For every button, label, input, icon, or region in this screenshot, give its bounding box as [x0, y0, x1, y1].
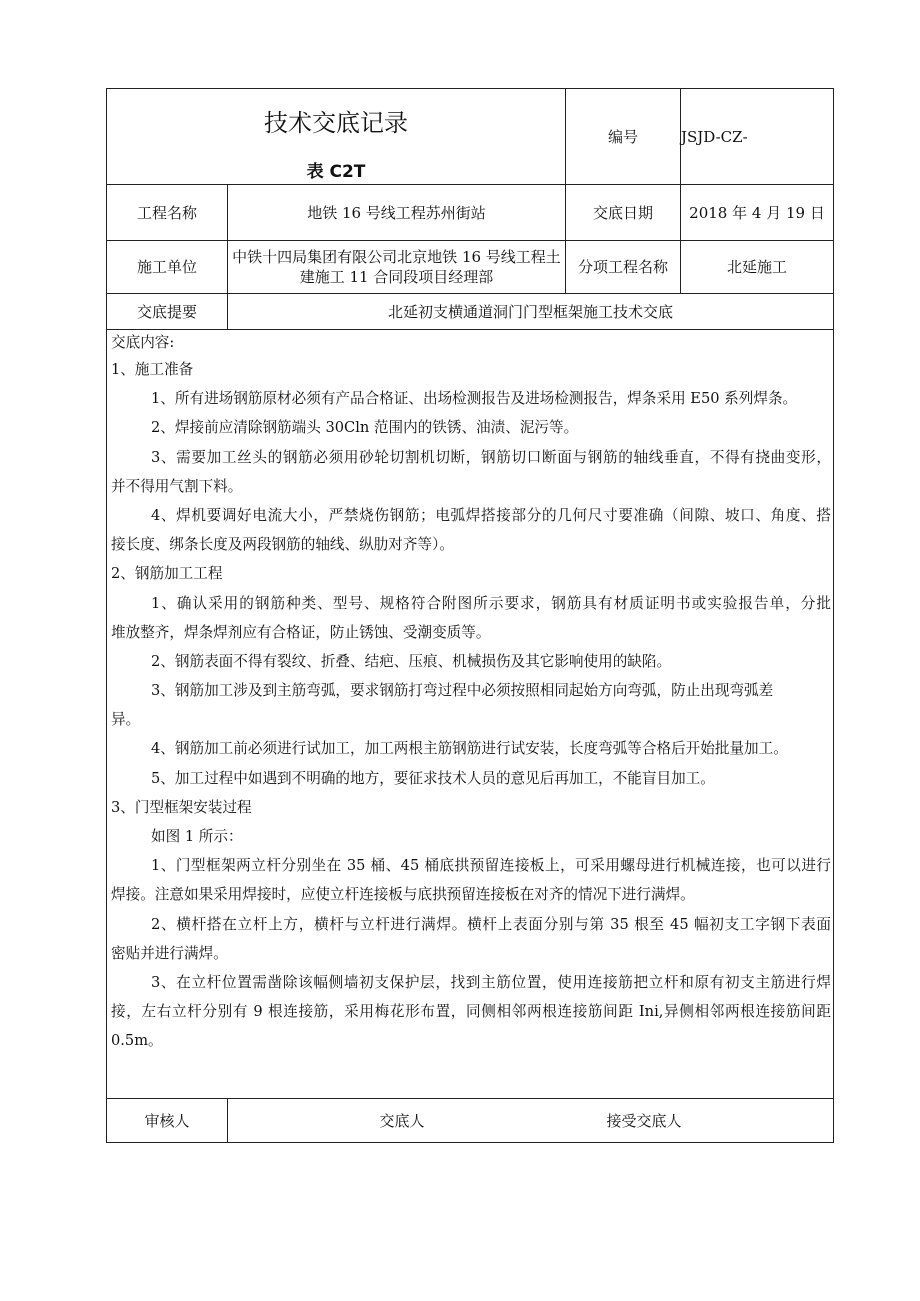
summary-value: 北延初支横通道洞门门型框架施工技术交底 — [387, 302, 673, 321]
paragraph: 2、钢筋表面不得有裂纹、折叠、结疤、压痕、机械损伤及其它影响使用的缺陷。 — [151, 652, 672, 670]
paragraph: 3、在立杆位置需凿除该幅侧墙初支保护层，找到主筋位置，使用连接筋把立杆和原有初支主筋进行焊 — [151, 973, 831, 991]
paragraph-continuation: 密贴并进行满焊。 — [111, 944, 228, 962]
paragraph-continuation: 焊接。注意如果采用焊接时，应使立杆连接板与底拱预留连接板在对齐的情况下进行满焊。 — [111, 886, 695, 904]
paragraph: 3、钢筋加工涉及到主筋弯弧，要求钢筋打弯过程中必须按照相同起始方向弯弧，防止出现弯弧差 — [151, 682, 774, 700]
paragraph: 5、加工过程中如遇到不明确的地方，要征求技术人员的意见后再加工，不能盲目加工。 — [151, 769, 715, 787]
paragraph: 1、所有进场钢筋原材必须有产品合格证、出场检测报告及进场检测报告，焊条采用 E50 系列焊条。 — [151, 390, 798, 408]
number-label: 编号 — [607, 127, 638, 146]
number-value: JSJD-CZ- — [681, 127, 748, 146]
discloser-label: 交底人 — [379, 1112, 425, 1130]
paragraph: 4、钢筋加工前必须进行试加工，加工两根主筋钢筋进行试安装，长度弯弧等合格后开始批量加工。 — [151, 740, 788, 758]
unit-value — [228, 241, 565, 293]
paragraph-continuation: 异。 — [111, 711, 141, 729]
form-code: 表 C2T — [306, 162, 366, 182]
subitem-value: 北延施工 — [726, 258, 787, 276]
paragraph: 2、焊接前应清除钢筋端头 30Cln 范围内的铁锈、油渍、泥污等。 — [151, 419, 579, 437]
content-heading: 交底内容: — [111, 334, 175, 351]
paragraph: 2、横杆搭在立杆上方，横杆与立杆进行满焊。横杆上表面分别与第 35 根至 45 幅初支工字钢下表面 — [151, 915, 831, 933]
paragraph: 3、需要加工丝头的钢筋必须用砂轮切割机切断，钢筋切口断面与钢筋的轴线垂直，不得有挠曲变形， — [151, 448, 831, 466]
date-value: 2018 年 4 月 19 日 — [689, 203, 825, 222]
project-name-label: 工程名称 — [136, 203, 197, 222]
paragraph-continuation: 接，左右立杆分别有 9 根连接筋，采用梅花形布置，同侧相邻两根连接筋间距 Ini,异侧相邻两根连接筋间距 — [111, 1003, 831, 1021]
row-divider — [107, 329, 833, 330]
paragraph: 1、确认采用的钢筋种类、型号、规格符合附图所示要求，钢筋具有材质证明书或实验报告单，分批 — [151, 594, 831, 612]
date-label: 交底日期 — [592, 203, 653, 222]
unit-line-2: 建施工 11 合同段项目经理部 — [299, 268, 494, 286]
paragraph-continuation: 并不得用气割下料。 — [111, 477, 243, 495]
reviewer-label: 审核人 — [144, 1112, 190, 1130]
col-divider — [227, 1098, 228, 1143]
paragraph-continuation: 堆放整齐，焊条焊剂应有合格证，防止锈蚀、受潮变质等。 — [111, 623, 491, 641]
paragraph: 1、门型框架两立杆分别坐在 35 桶、45 桶底拱预留连接板上，可采用螺母进行机械连接，也可以进行 — [151, 857, 831, 875]
paragraph-continuation: 接长度、绑条长度及两段钢筋的轴线、纵肋对齐等）。 — [111, 536, 454, 554]
section-title: 2、钢筋加工工程 — [111, 565, 223, 583]
subitem-label: 分项工程名称 — [577, 258, 668, 276]
paragraph-continuation: 0.5m。 — [111, 1032, 163, 1050]
receiver-label: 接受交底人 — [606, 1112, 682, 1130]
paragraph: 如图 1 所示： — [151, 828, 243, 845]
summary-label: 交底提要 — [136, 302, 197, 321]
section-title: 3、门型框架安装过程 — [111, 798, 252, 816]
disclosure-form — [106, 88, 834, 1143]
project-name-value: 地铁 16 号线工程苏州街站 — [307, 203, 486, 222]
disclosure-content — [111, 331, 831, 1056]
form-title: 技术交底记录 — [264, 109, 408, 137]
paragraph: 4、焊机要调好电流大小，严禁烧伤钢筋；电弧焊搭接部分的几何尺寸要准确（间隙、坡口、角度、搭 — [151, 506, 831, 524]
section-title: 1、施工准备 — [111, 361, 194, 378]
unit-line-1: 中铁十四局集团有限公司北京地铁 16 号线工程土 — [232, 248, 561, 266]
unit-label: 施工单位 — [136, 258, 197, 276]
